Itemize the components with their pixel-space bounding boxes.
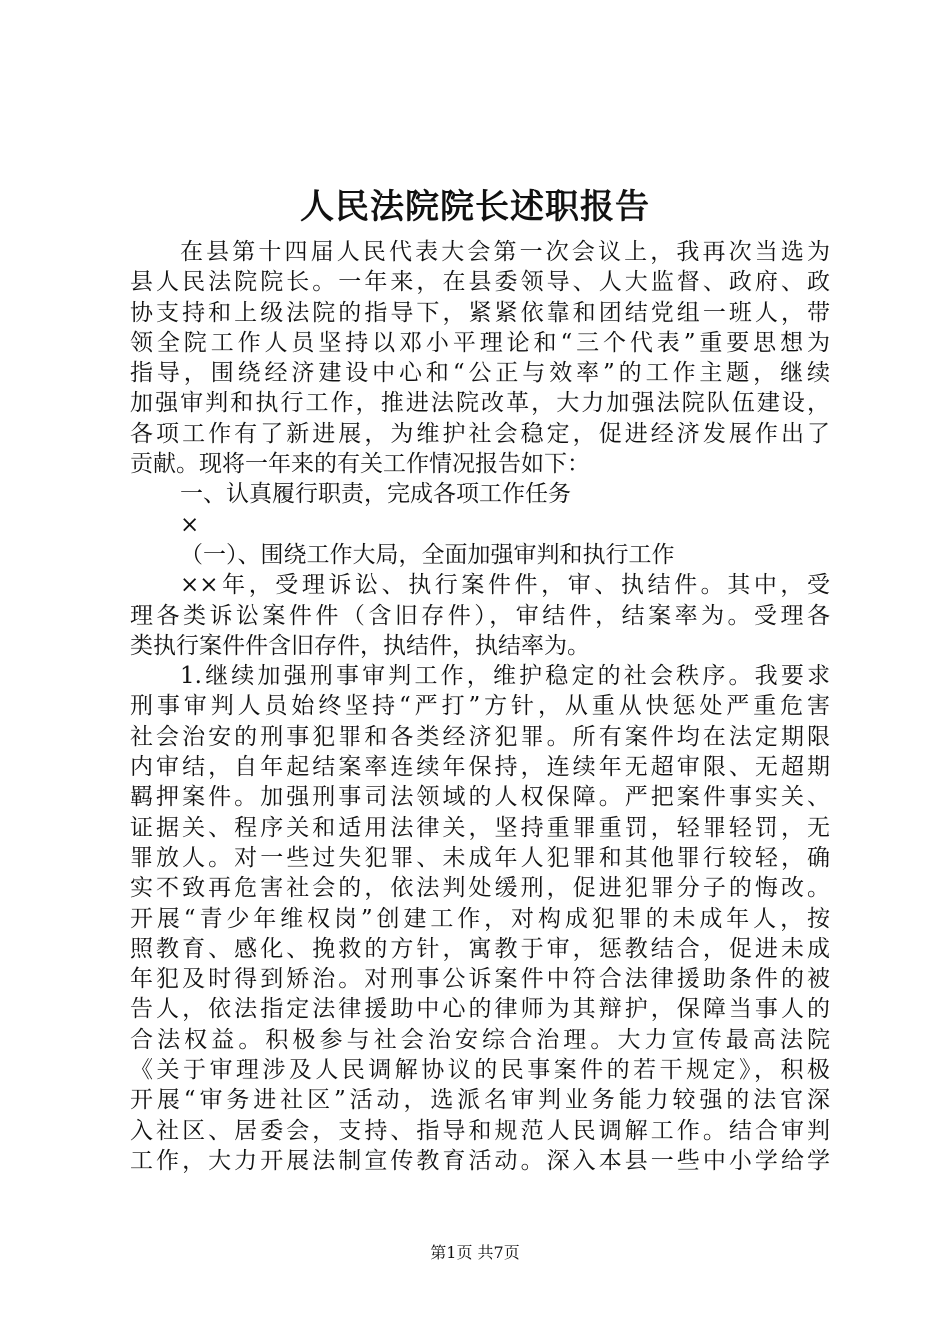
text-line: 年犯及时得到矫治。对刑事公诉案件中符合法律援助条件的被: [130, 966, 830, 993]
text-line: 类执行案件件含旧存件，执结件，执结率为。: [130, 632, 590, 659]
text-line: 工作，大力开展法制宣传教育活动。深入本县一些中小学给学: [130, 1147, 830, 1174]
text-line: 贡献。现将一年来的有关工作情况报告如下：: [130, 451, 590, 478]
text-line: 理各类诉讼案件件（含旧存件），审结件，结案率为。受理各: [130, 602, 830, 629]
text-line: 照教育、感化、挽救的方针，寓教于审，惩教结合，促进未成: [130, 935, 830, 962]
text-line: （一）、围绕工作大局，全面加强审判和执行工作: [180, 541, 675, 568]
text-line: 合法权益。积极参与社会治安综合治理。大力宣传最高法院: [130, 1026, 830, 1053]
text-line: 社会治安的刑事犯罪和各类经济犯罪。所有案件均在法定期限: [130, 723, 830, 750]
page-footer: 第1页 共7页: [430, 1243, 520, 1262]
text-line: 一、认真履行职责，完成各项工作任务: [180, 481, 571, 508]
text-line: 指导，围绕经济建设中心和“公正与效率”的工作主题，继续: [130, 360, 830, 387]
text-line: 告人，依法指定法律援助中心的律师为其辩护，保障当事人的: [130, 996, 830, 1023]
text-line: ×: [180, 511, 200, 538]
text-line: 罪放人。对一些过失犯罪、未成年人犯罪和其他罪行较轻，确: [130, 844, 830, 871]
text-line: 羁押案件。加强刑事司法领域的人权保障。严把案件事实关、: [130, 784, 830, 811]
document-title: 人民法院院长述职报告: [300, 187, 650, 227]
document-body: [130, 237, 830, 1176]
text-line: 实不致再危害社会的，依法判处缓刑，促进犯罪分子的悔改。: [130, 875, 830, 902]
text-line: 县人民法院院长。一年来，在县委领导、人大监督、政府、政: [130, 269, 830, 296]
text-line: 加强审判和执行工作，推进法院改革，大力加强法院队伍建设，: [130, 390, 830, 417]
text-line: 开展“青少年维权岗”创建工作，对构成犯罪的未成年人，按: [130, 905, 830, 932]
text-line: 《关于审理涉及人民调解协议的民事案件的若干规定》，积极: [130, 1057, 830, 1084]
text-line: 入社区、居委会，支持、指导和规范人民调解工作。结合审判: [130, 1117, 830, 1144]
text-line: 领全院工作人员坚持以邓小平理论和“三个代表”重要思想为: [130, 329, 830, 356]
text-line: ××年，受理诉讼、执行案件件，审、执结件。其中，受: [180, 572, 830, 599]
text-line: 1.继续加强刑事审判工作，维护稳定的社会秩序。我要求: [180, 663, 830, 690]
text-line: 证据关、程序关和适用法律关，坚持重罪重罚，轻罪轻罚，无: [130, 814, 830, 841]
text-line: 刑事审判人员始终坚持“严打”方针，从重从快惩处严重危害: [130, 693, 830, 720]
text-line: 开展“审务进社区”活动，选派名审判业务能力较强的法官深: [130, 1087, 830, 1114]
text-line: 协支持和上级法院的指导下，紧紧依靠和团结党组一班人，带: [130, 299, 830, 326]
text-line: 各项工作有了新进展，为维护社会稳定，促进经济发展作出了: [130, 420, 830, 447]
text-line: 内审结，自年起结案率连续年保持，连续年无超审限、无超期: [130, 754, 830, 781]
text-line: 在县第十四届人民代表大会第一次会议上，我再次当选为: [180, 239, 830, 265]
